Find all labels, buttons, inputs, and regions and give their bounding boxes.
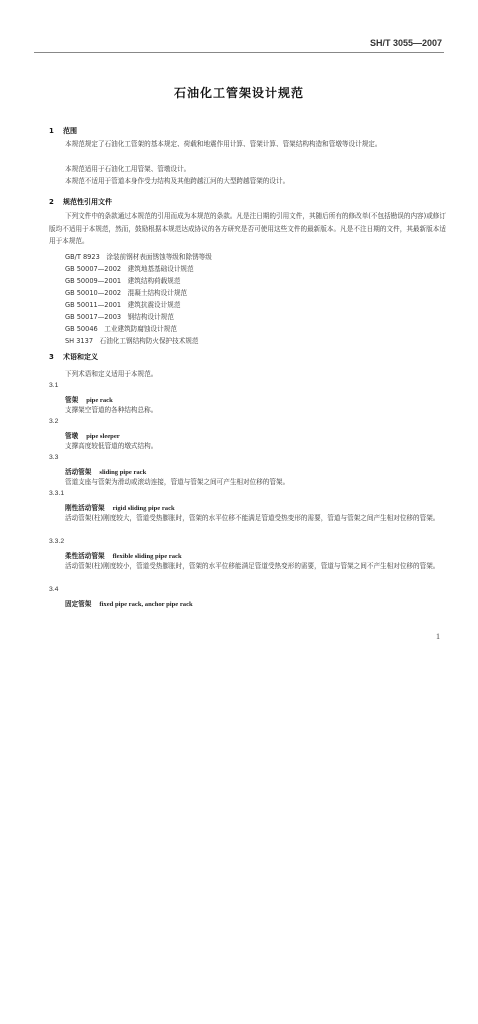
term-zh: 管架: [65, 396, 79, 404]
section-number: 3: [49, 353, 54, 361]
term-zh: 固定管架: [65, 600, 92, 608]
section-2-heading: [49, 197, 112, 207]
term-heading: [65, 430, 120, 440]
document-title: 石油化工管架设计规范: [173, 86, 304, 100]
clause-number: 3.3.2: [49, 538, 65, 545]
reference-item: SH 3137 石油化工钢结构防火保护技术规范: [65, 337, 199, 345]
clause-number: 3.3.1: [49, 490, 65, 497]
reference-item: GB 50009—2001 建筑结构荷载规范: [65, 277, 181, 285]
term-heading: [65, 394, 113, 404]
term-zh: 活动管架: [65, 468, 92, 476]
term-definition: 管道支座与管架为滑动或滚动连接，管道与管架之间可产生相对位移的管架。: [65, 478, 290, 486]
term-heading: [65, 502, 175, 512]
term-heading: [65, 598, 193, 608]
term-en: flexible sliding pipe rack: [112, 553, 182, 560]
term-definition: 支撑高度较低管道的墩式结构。: [65, 442, 158, 450]
reference-item: GB 50010—2002 混凝土结构设计规范: [65, 289, 188, 297]
reference-item: GB/T 8923 涂装前钢材表面锈蚀等级和除锈等级: [65, 253, 212, 261]
clause-number: 3.4: [49, 586, 59, 593]
header-rule: [34, 52, 444, 53]
section-title: 规范性引用文件: [63, 198, 112, 206]
scope-paragraph-3: 本规范不适用于管道本身作受力结构及其他跨越江河的大型跨越管架的设计。: [65, 177, 290, 185]
standard-code: SH/T 3055—2007: [369, 38, 442, 48]
term-en: fixed pipe rack, anchor pipe rack: [99, 601, 193, 608]
term-definition: 活动管架(柱)刚度较小，管道受热膨胀时，管架的水平位移能满足管道受热变形的需要，管道与管架之间不产生相对位移的管架。: [65, 562, 440, 570]
term-definition: 活动管架(柱)刚度较大，管道受热膨胀时，管架的水平位移不能满足管道受热变形的需要，管道与管架之间产生相对位移的管架。: [65, 514, 440, 522]
term-heading: [65, 550, 182, 560]
clause-number: 3.1: [49, 382, 59, 389]
section-3-heading: [49, 352, 98, 362]
clause-number: 3.3: [49, 454, 59, 461]
term-heading: [65, 466, 146, 476]
term-zh: 管墩: [65, 432, 79, 440]
term-zh: 柔性活动管架: [65, 552, 105, 560]
reference-item: GB 50011—2001 建筑抗震设计规范: [65, 301, 181, 309]
section-1-heading: [49, 126, 77, 136]
scope-paragraph-2: 本规范适用于石油化工用管架、管墩设计。: [65, 165, 191, 173]
term-definition: 支撑架空管道的各种结构总称。: [65, 406, 158, 414]
term-en: rigid sliding pipe rack: [112, 505, 175, 512]
section-number: 2: [49, 198, 54, 206]
section-number: 1: [49, 127, 54, 135]
reference-item: GB 50007—2002 建筑地基基础设计规范: [65, 265, 194, 273]
reference-item: GB 50046 工业建筑防腐蚀设计规范: [65, 325, 177, 333]
scope-paragraph-1: 本规范规定了石油化工管架的基本规定、荷载和地震作用计算、管架计算、管架结构构造和管墩等设计规定。: [65, 140, 382, 148]
references-intro: 下列文件中的条款通过本规范的引用而成为本规范的条款。凡是注日期的引用文件，其随后所有的修改单(不包括勘误的内容)或修订版均不适用于本规范，然而，鼓励根据本规范达成协议的各方研究是否可使用这些文件的最新版本。凡是不注日期的文件，其最新版本适用于本规范。: [49, 212, 446, 246]
term-zh: 刚性活动管架: [65, 504, 105, 512]
section-title: 范围: [63, 127, 77, 135]
page-number: 1: [436, 632, 440, 641]
term-en: pipe rack: [86, 397, 113, 404]
terms-intro: 下列术语和定义适用于本规范。: [65, 370, 158, 378]
term-en: pipe sleeper: [86, 433, 120, 440]
reference-item: GB 50017—2003 钢结构设计规范: [65, 313, 174, 321]
clause-number: 3.2: [49, 418, 59, 425]
term-en: sliding pipe rack: [99, 469, 147, 476]
section-title: 术语和定义: [63, 353, 98, 361]
